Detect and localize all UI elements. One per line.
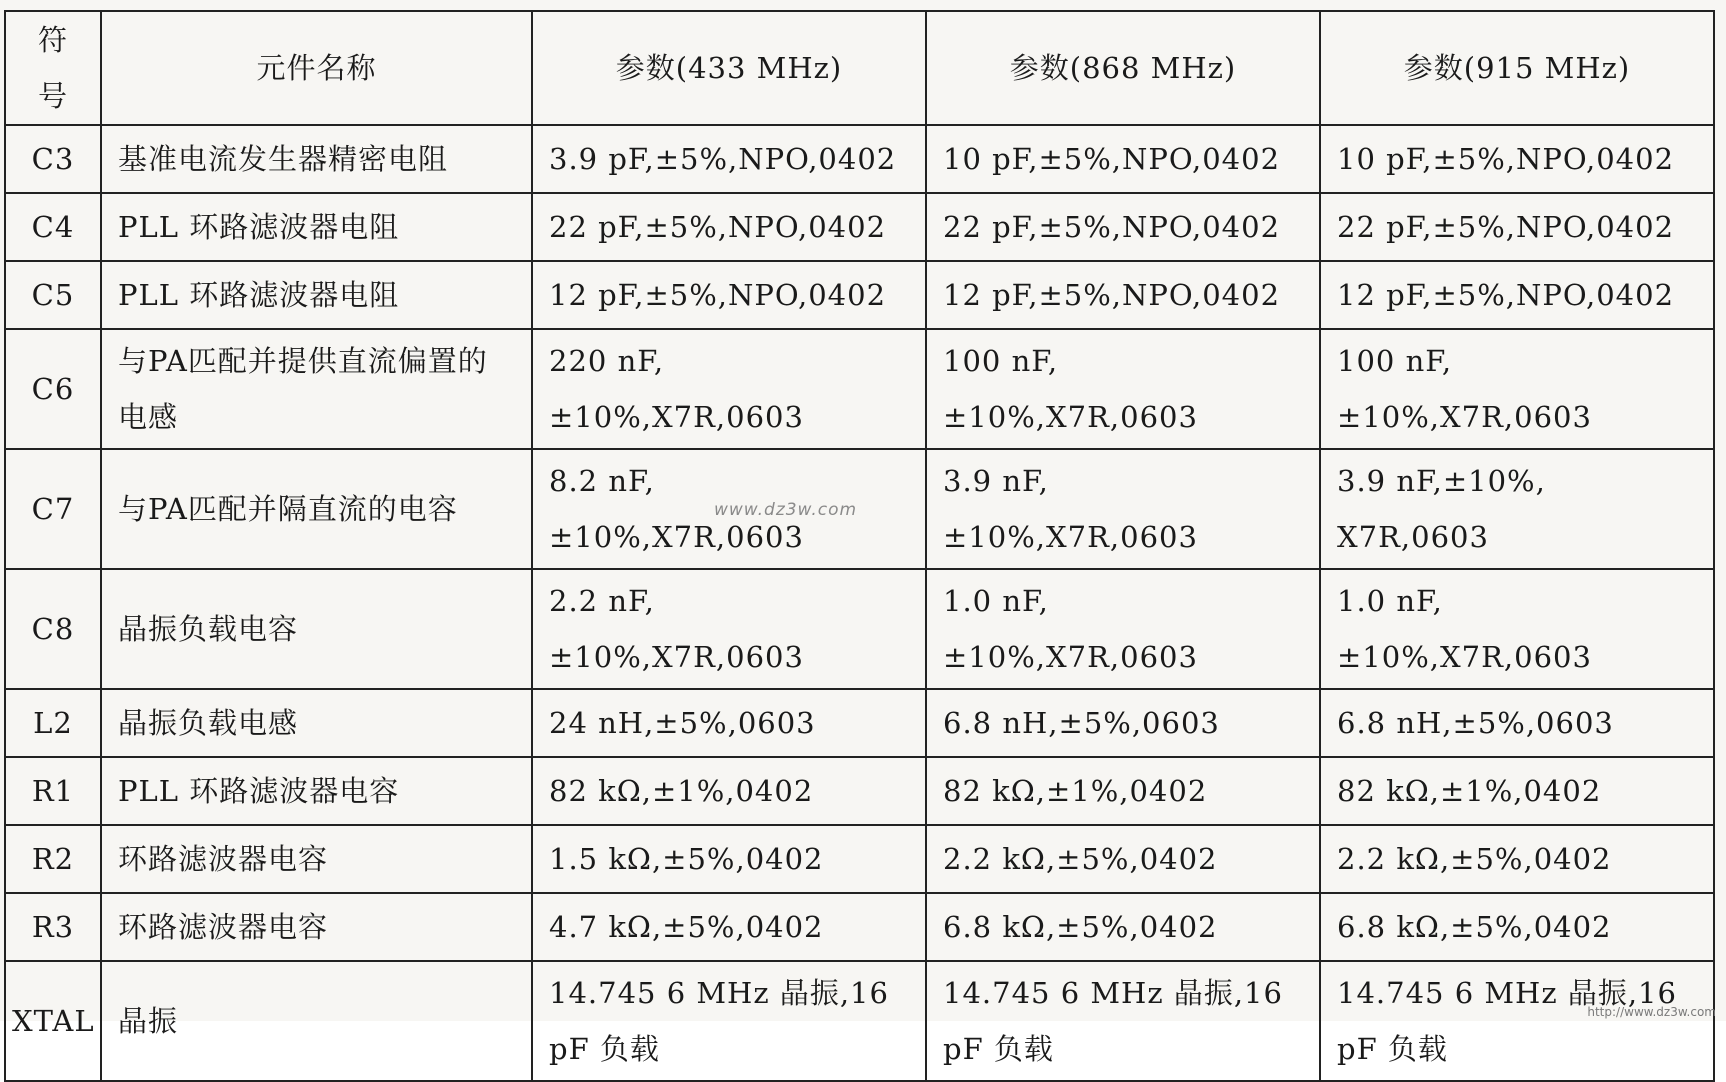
cell-component-name: 与PA匹配并隔直流的电容 xyxy=(101,449,532,569)
footer-url: http://www.dz3w.com xyxy=(1587,1005,1716,1019)
table-row xyxy=(5,757,1714,825)
header-param-433: 参数(433 MHz) xyxy=(532,11,926,125)
table-row xyxy=(5,193,1714,261)
cell-param-868: 22 pF,±5%,NPO,0402 xyxy=(926,193,1320,261)
cell-param-433: 4.7 kΩ,±5%,0402 xyxy=(532,893,926,961)
cell-symbol: R2 xyxy=(5,825,101,893)
table-row xyxy=(5,961,1714,1081)
cell-param-915: 3.9 nF,±10%, X7R,0603 xyxy=(1320,449,1714,569)
table-row xyxy=(5,449,1714,569)
cell-param-868: 10 pF,±5%,NPO,0402 xyxy=(926,125,1320,193)
cell-component-name: 晶振负载电感 xyxy=(101,689,532,757)
table-row xyxy=(5,125,1714,193)
table-row xyxy=(5,825,1714,893)
cell-param-433: 8.2 nF,±10%,X7R,0603 xyxy=(532,449,926,569)
cell-symbol: R1 xyxy=(5,757,101,825)
cell-param-433: 14.745 6 MHz 晶振,16 pF 负载 xyxy=(532,961,926,1081)
cell-symbol: C3 xyxy=(5,125,101,193)
cell-param-915: 82 kΩ,±1%,0402 xyxy=(1320,757,1714,825)
cell-component-name: 晶振 xyxy=(101,961,532,1081)
cell-component-name: 与PA匹配并提供直流偏置的电感 xyxy=(101,329,532,449)
cell-param-868: 12 pF,±5%,NPO,0402 xyxy=(926,261,1320,329)
cell-symbol: C5 xyxy=(5,261,101,329)
cell-component-name: 基准电流发生器精密电阻 xyxy=(101,125,532,193)
cell-param-915: 2.2 kΩ,±5%,0402 xyxy=(1320,825,1714,893)
table-row xyxy=(5,893,1714,961)
header-param-915: 参数(915 MHz) xyxy=(1320,11,1714,125)
cell-symbol: C4 xyxy=(5,193,101,261)
cell-param-433: 12 pF,±5%,NPO,0402 xyxy=(532,261,926,329)
cell-param-915: 10 pF,±5%,NPO,0402 xyxy=(1320,125,1714,193)
cell-param-868: 3.9 nF,±10%,X7R,0603 xyxy=(926,449,1320,569)
cell-symbol: C6 xyxy=(5,329,101,449)
cell-param-868: 82 kΩ,±1%,0402 xyxy=(926,757,1320,825)
cell-param-915: 100 nF,±10%,X7R,0603 xyxy=(1320,329,1714,449)
cell-param-433: 220 nF,±10%,X7R,0603 xyxy=(532,329,926,449)
cell-param-868: 2.2 kΩ,±5%,0402 xyxy=(926,825,1320,893)
cell-component-name: PLL 环路滤波器电阻 xyxy=(101,193,532,261)
cell-component-name: 环路滤波器电容 xyxy=(101,893,532,961)
cell-symbol: C8 xyxy=(5,569,101,689)
cell-param-433: 22 pF,±5%,NPO,0402 xyxy=(532,193,926,261)
cell-symbol: R3 xyxy=(5,893,101,961)
cell-symbol: C7 xyxy=(5,449,101,569)
cell-param-868: 100 nF,±10%,X7R,0603 xyxy=(926,329,1320,449)
component-parameter-table xyxy=(4,10,1715,1082)
cell-param-433: 24 nH,±5%,0603 xyxy=(532,689,926,757)
cell-param-915: 14.745 6 MHz 晶振,16 pF 负载 xyxy=(1320,961,1714,1081)
cell-component-name: PLL 环路滤波器电容 xyxy=(101,757,532,825)
cell-param-915: 12 pF,±5%,NPO,0402 xyxy=(1320,261,1714,329)
header-component-name: 元件名称 xyxy=(101,11,532,125)
header-symbol: 符 号 xyxy=(5,11,101,125)
cell-symbol: XTAL xyxy=(5,961,101,1081)
table-row xyxy=(5,329,1714,449)
cell-component-name: 晶振负载电容 xyxy=(101,569,532,689)
cell-param-915: 1.0 nF,±10%,X7R,0603 xyxy=(1320,569,1714,689)
watermark-text: www.dz3w.com xyxy=(714,500,858,520)
cell-param-915: 22 pF,±5%,NPO,0402 xyxy=(1320,193,1714,261)
header-param-868: 参数(868 MHz) xyxy=(926,11,1320,125)
cell-param-915: 6.8 nH,±5%,0603 xyxy=(1320,689,1714,757)
table-row xyxy=(5,261,1714,329)
cell-param-868: 1.0 nF,±10%,X7R,0603 xyxy=(926,569,1320,689)
cell-param-915: 6.8 kΩ,±5%,0402 xyxy=(1320,893,1714,961)
table-header-row xyxy=(5,11,1714,125)
table-row xyxy=(5,569,1714,689)
cell-param-433: 1.5 kΩ,±5%,0402 xyxy=(532,825,926,893)
cell-component-name: PLL 环路滤波器电阻 xyxy=(101,261,532,329)
table-row xyxy=(5,689,1714,757)
cell-param-868: 14.745 6 MHz 晶振,16 pF 负载 xyxy=(926,961,1320,1081)
cell-param-433: 3.9 pF,±5%,NPO,0402 xyxy=(532,125,926,193)
cell-param-433: 2.2 nF,±10%,X7R,0603 xyxy=(532,569,926,689)
cell-symbol: L2 xyxy=(5,689,101,757)
cell-param-868: 6.8 kΩ,±5%,0402 xyxy=(926,893,1320,961)
cell-component-name: 环路滤波器电容 xyxy=(101,825,532,893)
cell-param-433: 82 kΩ,±1%,0402 xyxy=(532,757,926,825)
cell-param-868: 6.8 nH,±5%,0603 xyxy=(926,689,1320,757)
